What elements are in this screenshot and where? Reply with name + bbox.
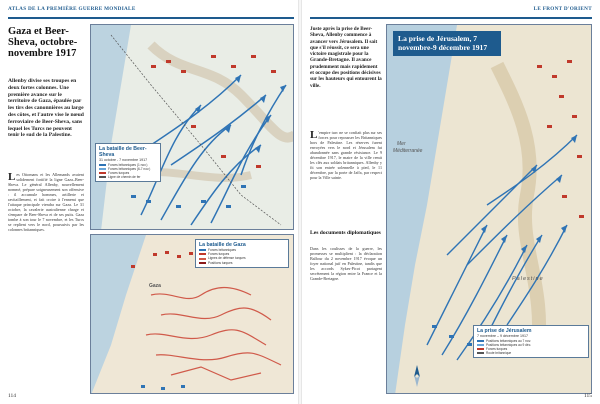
right-page-lead: Juste après la prise de Beer-Sheva, Allenby commence à avancer vers Jérusalem. Il sait que s'il réussit, ce sera une victoire magistrale pour la Grande-Bretagne. Il avance prudemment mais rapidement et occupe des positions décisives sur les hauteurs qui entourent la ville. bbox=[310, 26, 382, 89]
map-beersheva-graphic bbox=[91, 25, 294, 230]
legend-jerusalem-item: Forces turques bbox=[477, 347, 585, 351]
legend-beersheva-item: Forces britanniques (6-7 nov.) bbox=[99, 167, 157, 171]
legend-gaza bbox=[195, 239, 289, 268]
legend-gaza-item: Forces britanniques bbox=[199, 248, 285, 252]
legend-beersheva-title: La bataille de Beer-Sheva bbox=[99, 146, 147, 158]
map-jerusalem-sea-label-1: Mer bbox=[397, 141, 406, 147]
map-jerusalem-title: La prise de Jérusalem, 7 novembre-9 décembre 1917 bbox=[393, 31, 501, 56]
left-page-title: Gaza et Beer-Sheva, octobre-novembre 1917 bbox=[8, 26, 78, 59]
map-gaza bbox=[90, 234, 294, 394]
right-page-body-2: Dans les coulisses de la guerre, les promesses se multiplient : la déclaration Balfour du 2 novembre 1917 évoque un foyer national juif en Palestine, tandis que les accords Sykes-Picot partagent secrètement la région entre la France et la Grande-Bretagne. bbox=[310, 246, 382, 281]
right-body-text: 'empire turc ne se confiait plus sur ses forces pour repousser les Britanniques hors de Palestine. Les réserves furent envoyées vers le nord et Jérusalem fut abandonnée sans grande résistance. Le 9 décembre 1917, le maire de la ville remit les clés aux soldats britanniques. Allenby y fit son entrée solennelle à pied, le 11 décembre, par la porte de Jaffa, par respect pour la Ville sainte. bbox=[310, 130, 382, 180]
subhead-diplomatic-documents: Les documents diplomatiques bbox=[310, 230, 381, 236]
left-body-text: es Ottomans et les Allemands avaient solidement fortifié la ligne Gaza–Beer-Sheva. Le général Allenby, nouvellement nommé, prépare soigneusement son offensive : il accumule hommes, artillerie et ravitaillement, et fait croire à l'ennemi que l'attaque principale viendra sur Gaza. Le 31 octobre, la cavalerie australienne charge et s'empare de Beer-Sheva et de ses puits. Gaza tombe à son tour le 7 novembre, et les Turcs se replient vers le nord, poursuivis par les colonnes britanniques. bbox=[8, 172, 84, 232]
legend-jerusalem-item: Positions britanniques au 9 déc. bbox=[477, 343, 585, 347]
map-gaza-place-label: Gaza bbox=[149, 283, 161, 289]
page-number-right: 115 bbox=[583, 393, 592, 399]
running-head-left: ATLAS DE LA PREMIÈRE GUERRE MONDIALE bbox=[8, 6, 136, 12]
dropcap-right: L bbox=[310, 130, 318, 141]
page-number-left: 114 bbox=[8, 393, 17, 399]
map-beersheva bbox=[90, 24, 294, 230]
running-head-right: LE FRONT D'ORIENT bbox=[533, 6, 592, 12]
legend-beersheva-item: Forces britanniques (1 nov.) bbox=[99, 163, 157, 167]
map-jerusalem-region-label: Palestine bbox=[512, 276, 544, 282]
legend-beersheva-item: Forces turques bbox=[99, 171, 157, 175]
legend-beersheva bbox=[95, 143, 161, 182]
left-page-lead: Allenby divise ses troupes en deux fortes colonnes. Une première avance sur le territoire de Gaza, épaulée par les tirs des canonnières au large des côtes, et l'autre vise le nœud ferroviaire de Beer-Sheva, sans lequel les Turcs ne peuvent tenir le sud de la Palestine. bbox=[8, 78, 84, 139]
legend-jerusalem-item: Positions britanniques au 7 nov. bbox=[477, 339, 585, 343]
left-page bbox=[0, 0, 298, 404]
legend-beersheva-subtitle: 31 octobre - 7 novembre 1917 bbox=[99, 158, 148, 162]
legend-gaza-item: Lignes de défense turques bbox=[199, 256, 285, 260]
legend-jerusalem-title: La prise de Jérusalem bbox=[477, 328, 532, 334]
legend-jerusalem-subtitle: 7 novembre – 9 décembre 1917 bbox=[477, 334, 528, 338]
legend-jerusalem-item: Route britannique bbox=[477, 351, 585, 355]
legend-gaza-item: Positions turques bbox=[199, 261, 285, 265]
left-page-body bbox=[8, 172, 84, 394]
legend-beersheva-item: Ligne de chemin de fer bbox=[99, 175, 157, 179]
dropcap-left: L bbox=[8, 172, 16, 183]
map-jerusalem-sea-label-2: Méditerranée bbox=[393, 148, 423, 154]
legend-jerusalem bbox=[473, 325, 589, 358]
legend-gaza-title: La bataille de Gaza bbox=[199, 242, 246, 248]
right-page-body bbox=[310, 130, 382, 224]
header-rule-right bbox=[310, 17, 592, 19]
legend-gaza-item: Forces turques bbox=[199, 252, 285, 256]
map-jerusalem bbox=[386, 24, 592, 394]
header-rule-left bbox=[8, 17, 294, 19]
right-page bbox=[302, 0, 600, 404]
